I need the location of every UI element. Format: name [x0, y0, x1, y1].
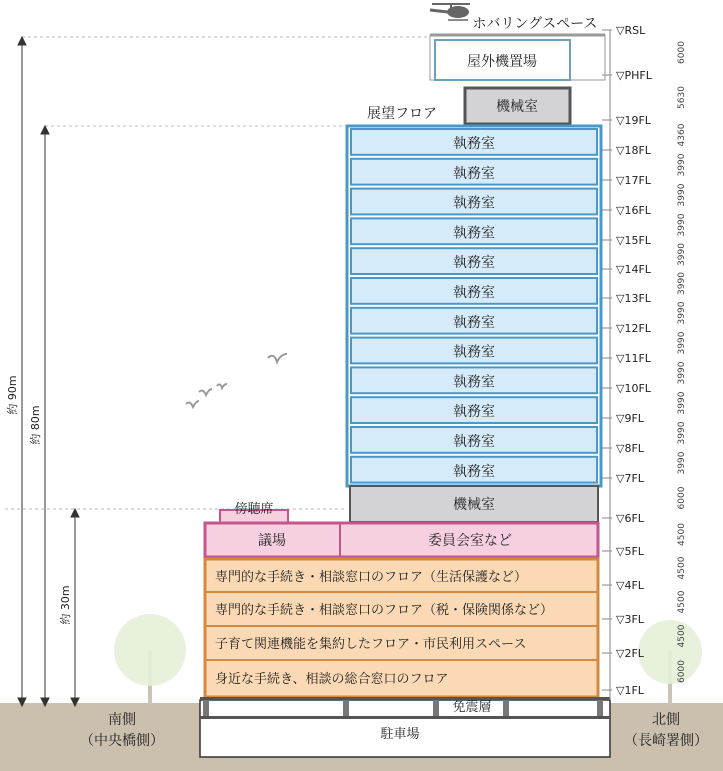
office-floor-label: 執務室: [453, 255, 495, 272]
office-floors: [347, 126, 601, 486]
floor-height-label: 4500: [677, 556, 687, 580]
observation-floor-label: 展望フロア: [367, 106, 437, 122]
floor-height-label: 3990: [677, 183, 687, 207]
floor-height-label: 3990: [677, 451, 687, 475]
floor-height-label: 3990: [677, 331, 687, 355]
floor-level-label: ▽17FL: [616, 174, 651, 187]
floor-level-label: ▽5FL: [616, 545, 644, 558]
floor-height-label: 4500: [677, 624, 687, 648]
floor-height-label: 6000: [677, 660, 687, 683]
machine-room-6f-label: 機械室: [453, 497, 495, 513]
office-floor-label: 執務室: [453, 225, 495, 242]
floor-height-label: 3990: [677, 301, 687, 325]
floor-height-label: 4500: [677, 590, 687, 614]
floor-1-use-label: 身近な手続き、相談の総合窓口のフロア: [215, 672, 449, 687]
floor-height-label: 3990: [677, 391, 687, 415]
floor-level-label: ▽3FL: [616, 613, 644, 626]
floor-height-label: 3990: [677, 243, 687, 266]
height-80m-label: 約 80m: [29, 405, 42, 445]
floor-level-label: ▽PHFL: [616, 69, 652, 82]
office-floor-label: 執務室: [453, 404, 495, 421]
floor-level-label: ▽4FL: [616, 579, 644, 592]
seismic-isolation-label: 免震層: [452, 700, 492, 715]
height-90m-label: 約 90m: [6, 375, 19, 415]
floor-level-label: ▽19FL: [616, 114, 651, 127]
south-side-label: 南側: [108, 712, 136, 728]
helicopter-icon: [430, 4, 470, 20]
north-side-label: 北側: [652, 712, 680, 728]
floor-level-label: ▽6FL: [616, 512, 644, 525]
office-floor-label: 執務室: [453, 434, 495, 450]
floor-level-label: ▽1FL: [616, 684, 644, 697]
outdoor-equipment-label: 屋外機置場: [467, 54, 537, 70]
floor-level-label: ▽RSL: [616, 24, 646, 37]
floor-height-label: 5630: [677, 86, 687, 109]
floor-level-label: ▽12FL: [616, 322, 651, 335]
floor-height-label: 3990: [677, 272, 687, 295]
office-floor-label: 執務室: [453, 314, 495, 331]
floor-level-label: ▽9FL: [616, 412, 644, 425]
gallery-label: 傍聴席: [234, 502, 274, 517]
floor-level-label: ▽14FL: [616, 263, 651, 276]
floor-level-label: ▽8FL: [616, 442, 644, 455]
committee-rooms-label: 委員会室など: [428, 533, 512, 549]
office-floor-label: 執務室: [453, 136, 495, 152]
floor-level-label: ▽13FL: [616, 292, 651, 305]
floor-2-use-label: 子育て関連機能を集約したフロア・市民利用スペース: [215, 637, 527, 652]
floor-level-label: ▽18FL: [616, 144, 651, 157]
floor-level-label: ▽2FL: [616, 647, 644, 660]
assembly-hall-label: 議場: [258, 533, 286, 549]
floor-level-label: ▽10FL: [616, 382, 651, 395]
office-floor-label: 執務室: [453, 463, 495, 480]
floor-level-label: ▽7FL: [616, 472, 644, 485]
floor-level-label: ▽16FL: [616, 204, 651, 217]
floor-height-label: 6000: [677, 486, 687, 510]
bird-icon: [186, 354, 287, 407]
floor-4-use-label: 専門的な手続き・相談窓口のフロア（生活保護など）: [215, 570, 528, 585]
floor-height-label: 3990: [677, 153, 687, 177]
parking-label: 駐車場: [380, 727, 420, 742]
floor-3-use-label: 専門的な手続き・相談窓口のフロア（税・保険関係など）: [215, 603, 554, 618]
rooftop-machine-room-label: 機械室: [496, 99, 538, 115]
floor-height-label: 4360: [677, 123, 687, 147]
floor-height-label: 3990: [677, 421, 687, 445]
office-floor-label: 執務室: [453, 165, 495, 182]
office-floor-label: 執務室: [453, 195, 495, 212]
floor-level-label: ▽15FL: [616, 234, 651, 247]
south-side-sub-label: （中央橋側）: [80, 733, 164, 749]
office-floor-label: 執務室: [453, 344, 495, 361]
hovering-space-label: ホバリングスペース: [472, 16, 598, 32]
office-floor-label: 執務室: [453, 374, 495, 391]
office-floor-label: 執務室: [453, 285, 495, 301]
floor-height-label: 3990: [677, 361, 687, 385]
floor-levels: [602, 24, 687, 700]
height-30m-label: 約 30m: [59, 585, 72, 625]
floor-height-label: 6000: [677, 41, 687, 64]
floor-height-label: 3990: [677, 213, 687, 237]
floor-height-label: 4500: [677, 523, 687, 546]
floor-level-label: ▽11FL: [616, 352, 651, 365]
north-side-sub-label: （長崎署側）: [624, 733, 708, 749]
